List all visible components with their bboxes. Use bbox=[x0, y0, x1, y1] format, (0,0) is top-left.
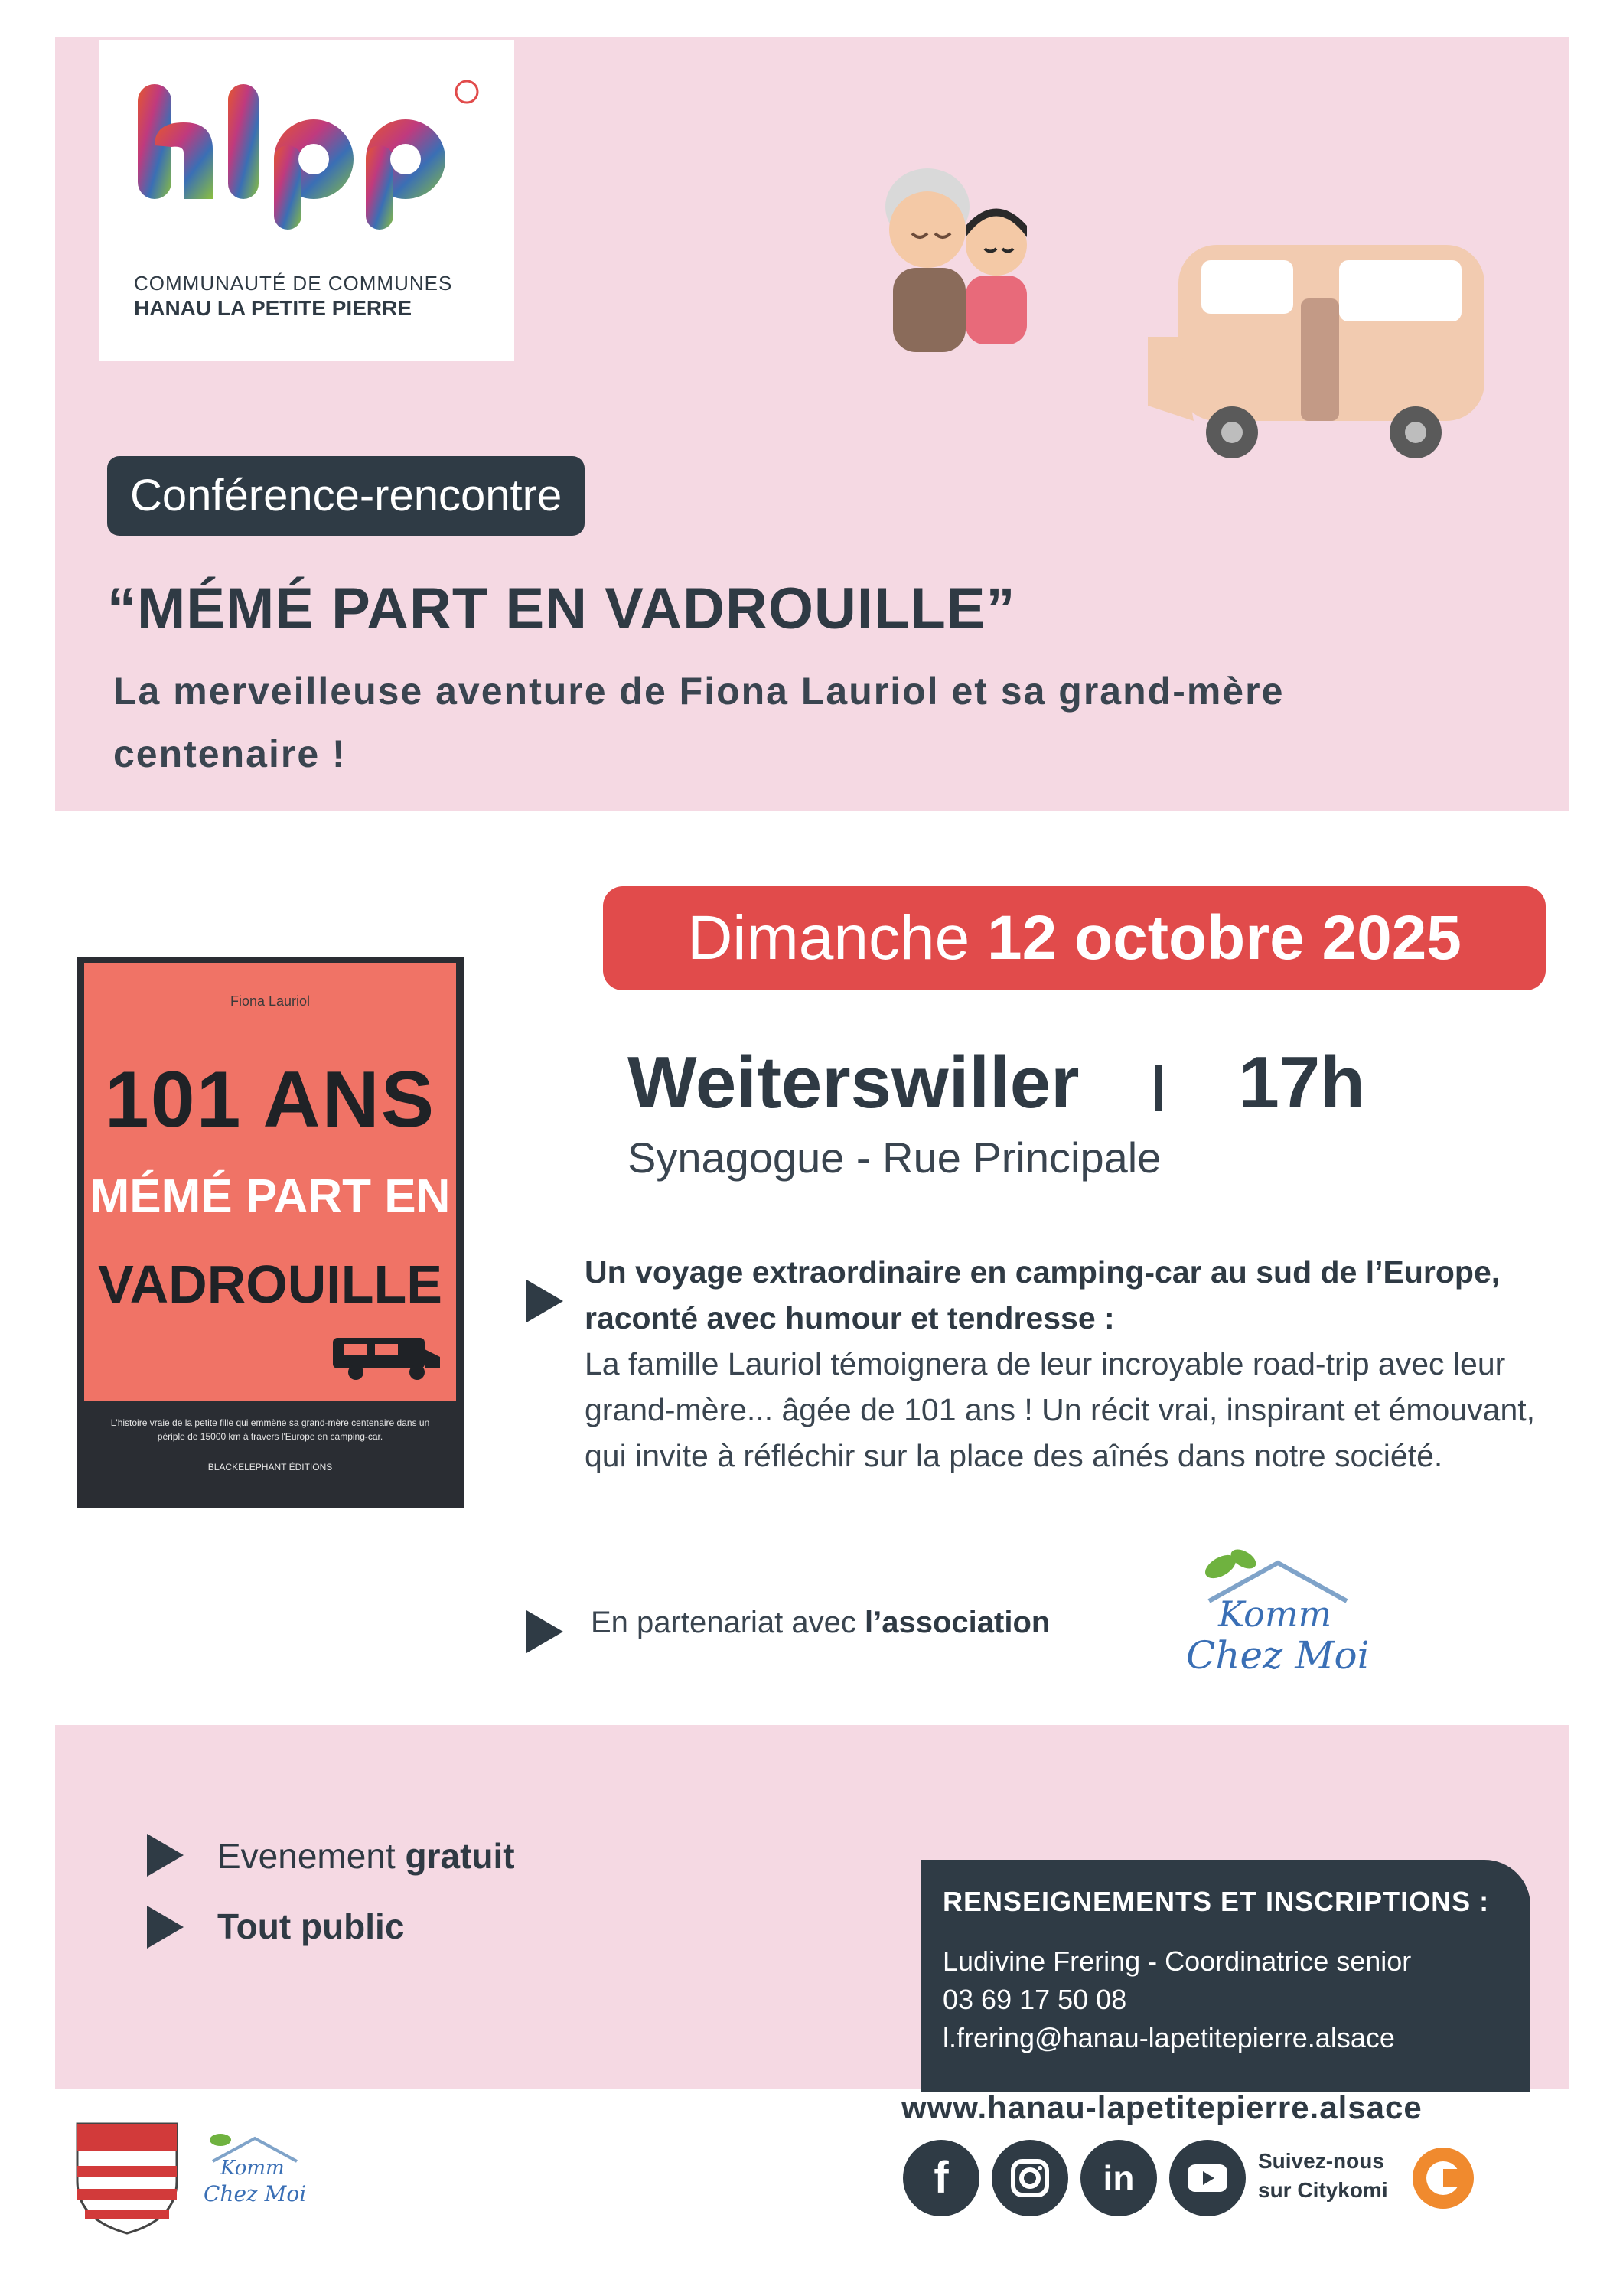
description-headline: Un voyage extraordinaire en camping-car au sud de l’Europe, raconté avec humour et tendresse : bbox=[585, 1254, 1501, 1336]
website-link[interactable]: www.hanau-lapetitepierre.alsace bbox=[901, 2089, 1423, 2125]
logo-caption-line2: HANAU LA PETITE PIERRE bbox=[134, 296, 412, 320]
contact-title: RENSEIGNEMENTS ET INSCRIPTIONS : bbox=[943, 1886, 1490, 1917]
description-body: La famille Lauriol témoignera de leur incroyable road-trip avec leur grand-mère... âgée de 101 ans ! Un récit vrai, inspirant et émouvant, qui invite à réfléchir sur la place des aînés dans notre société. bbox=[585, 1346, 1536, 1473]
bullet-arrow-icon bbox=[147, 1906, 184, 1949]
event-type-badge: Conférence-rencontre bbox=[107, 456, 585, 536]
camper-icon bbox=[329, 1330, 444, 1384]
partnership-prefix: En partenariat avec bbox=[591, 1606, 856, 1639]
book-title-line2: MÉMÉ PART EN bbox=[90, 1170, 451, 1223]
location-time bbox=[627, 1041, 1365, 1125]
book-title-line1: 101 ANS bbox=[104, 1055, 436, 1144]
komm-chez-moi-small-logo bbox=[197, 2123, 312, 2223]
bullet-arrow-icon bbox=[526, 1280, 563, 1322]
audience: Tout public bbox=[217, 1906, 405, 1946]
bullet-arrow-icon bbox=[526, 1610, 563, 1653]
event-subtitle: La merveilleuse aventure de Fiona Lauriol et sa grand-mère centenaire ! bbox=[113, 670, 1285, 775]
citykomi-icon[interactable] bbox=[1405, 2140, 1481, 2216]
camper-van-illustration bbox=[1148, 214, 1500, 475]
grandmother-granddaughter-illustration bbox=[866, 153, 1050, 352]
contact-name: Ludivine Frering - Coordinatrice senior bbox=[943, 1945, 1412, 1977]
date-day: Dimanche bbox=[687, 903, 970, 973]
free-bold: gratuit bbox=[405, 1836, 515, 1876]
linkedin-icon[interactable]: in bbox=[1080, 2140, 1157, 2216]
book-tagline: L'histoire vraie de la petite fille qui emmène sa grand-mère centenaire dans un périple de 15000 km à travers l'Europe en camping-car. bbox=[110, 1417, 430, 1442]
book-title-line3: VADROUILLE bbox=[98, 1254, 442, 1314]
komm-logo-line2: Chez Moi bbox=[1186, 1633, 1370, 1678]
citykomi-text-line2: sur Citykomi bbox=[1258, 2178, 1388, 2202]
date-main: 12 octobre 2025 bbox=[987, 903, 1462, 973]
instagram-glyph bbox=[992, 2140, 1068, 2216]
time: 17h bbox=[1238, 1042, 1365, 1124]
partnership-bold: l’association bbox=[865, 1606, 1051, 1639]
separator bbox=[1155, 1065, 1162, 1111]
komm-chez-moi-logo bbox=[1178, 1540, 1377, 1685]
komm-logo-line1: Komm bbox=[1218, 1593, 1332, 1635]
komm-small-line2: Chez Moi bbox=[204, 2181, 307, 2206]
town: Weiterswiller bbox=[627, 1042, 1080, 1124]
venue: Synagogue - Rue Principale bbox=[627, 1133, 1162, 1182]
book-author: Fiona Lauriol bbox=[230, 993, 311, 1009]
event-title: “MÉMÉ PART EN VADROUILLE” bbox=[107, 576, 1016, 641]
bullet-arrow-icon bbox=[147, 1834, 184, 1877]
instagram-icon[interactable] bbox=[992, 2140, 1068, 2216]
contact-email[interactable]: l.frering@hanau-lapetitepierre.alsace bbox=[943, 2022, 1395, 2053]
contact-phone[interactable]: 03 69 17 50 08 bbox=[943, 1984, 1127, 2015]
hlpp-logo bbox=[138, 77, 490, 230]
municipal-crest-icon bbox=[73, 2120, 181, 2235]
book-publisher: BLACKELEPHANT ÉDITIONS bbox=[207, 1462, 333, 1473]
free-prefix: Evenement bbox=[217, 1836, 396, 1876]
logo-caption-line1: COMMUNAUTÉ DE COMMUNES bbox=[134, 272, 453, 295]
komm-small-line1: Komm bbox=[220, 2157, 285, 2180]
partnership-text bbox=[591, 1606, 1050, 1640]
youtube-glyph bbox=[1169, 2140, 1246, 2216]
youtube-icon[interactable] bbox=[1169, 2140, 1246, 2216]
citykomi-text-line1: Suivez-nous bbox=[1258, 2149, 1384, 2173]
book-cover-front bbox=[84, 963, 456, 1401]
free-event bbox=[217, 1835, 515, 1877]
contact-box bbox=[921, 1860, 1530, 2092]
event-date bbox=[603, 886, 1546, 990]
facebook-icon[interactable]: f bbox=[903, 2140, 979, 2216]
